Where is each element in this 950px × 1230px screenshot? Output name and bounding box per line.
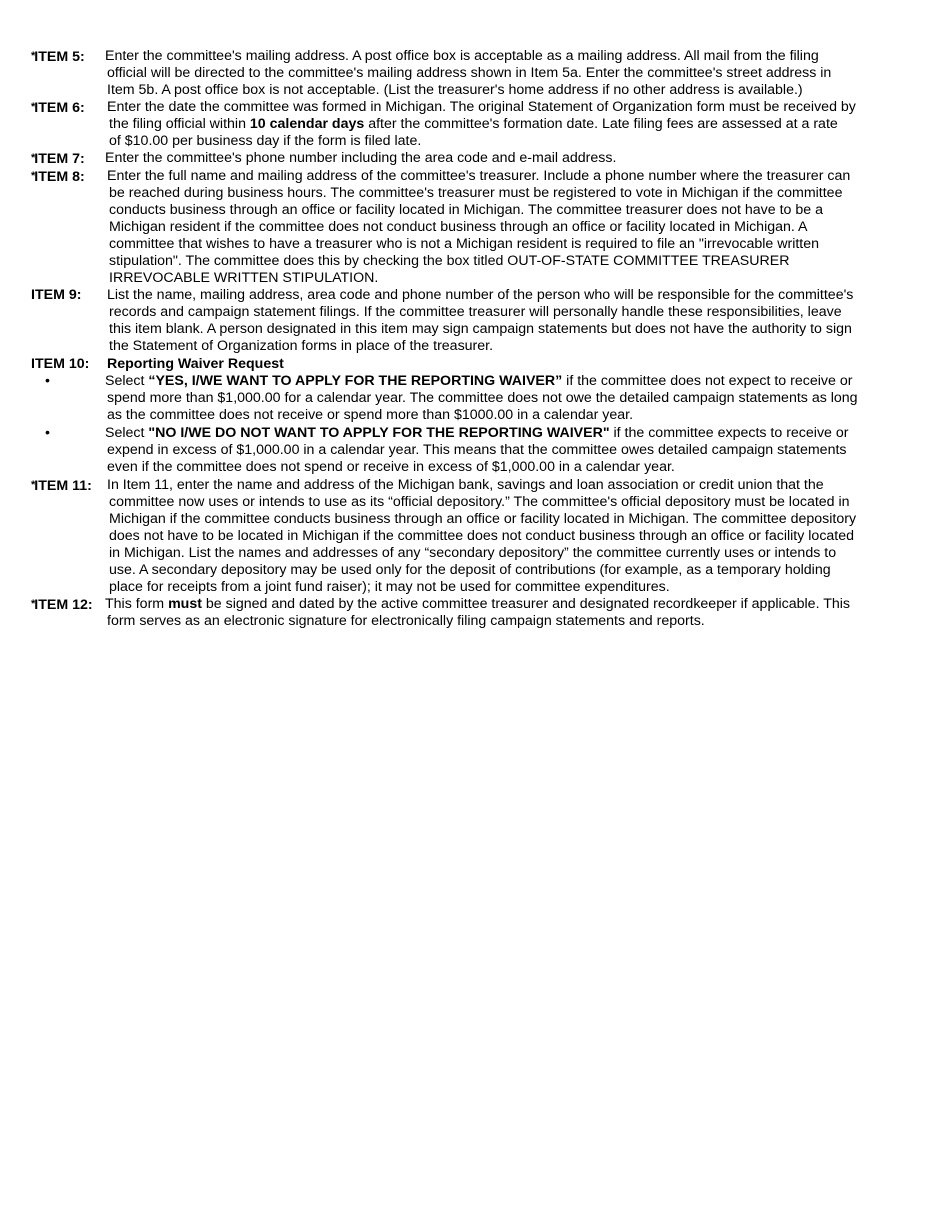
item-5-text: Enter the committee's mailing address. A post office box is acceptable as a mailing address. All mail from the filing official will be directed to the committee's mailing address shown in Item 5a. Enter the committee's street address in Item 5b. A post office box is not acceptable. (List the treasurer's home address if no other address is available.) [105, 48, 832, 98]
item-8-text: Enter the full name and mailing address of the committee's treasurer. Include a phone number where the treasurer can be reached during business hours. The committee's treasurer must be registered to vote in Michigan if the committee conducts business through an office or facility located in Michigan. The committee treasurer does not have to be a Michigan resident if the committee does not conduct business through an office or facility located in Michigan. A committee that wishes to have a treasurer who is not a Michigan resident is required to file an "irrevocable written stipulation". The committee does this by checking the box titled OUT-OF-STATE COMMITTEE TREASURER IRREVOCABLE WRITTEN STIPULATION. [107, 168, 851, 286]
waiver-option-no-text: Select "NO I/WE DO NOT WANT TO APPLY FOR THE REPORTING WAIVER" if the committee expects to receive or expend in excess of $1,000.00 in a calendar year. This means that the committee owes detailed campaign statements even if the committee does not spend or receive in excess of $1,000.00 in a calendar year. [105, 425, 849, 475]
bullet-icon: • [45, 425, 50, 441]
item-7-text: Enter the committee's phone number including the area code and e-mail address. [105, 150, 617, 166]
item-9-text: List the name, mailing address, area code and phone number of the person who will be responsible for the committee's records and campaign statement filings. If the committee treasurer will personally handle these responsibilities, leave this item blank. A person designated in this item may sign campaign statements but does not have the authority to sign the Statement of Organization forms in place of the treasurer. [107, 287, 854, 354]
item-6 [31, 99, 926, 150]
item-12-label: *ITEM 12: [31, 597, 93, 613]
item-11 [31, 477, 926, 596]
item-11-text: In Item 11, enter the name and address of the Michigan bank, savings and loan association or credit union that the committee now uses or intends to use as its “official depository.” The committee's official depository must be located in Michigan if the committee conducts business through an office or facility located in Michigan. The committee depository does not have to be located in Michigan if the committee does not conduct business through an office or facility located in Michigan. List the names and addresses of any “secondary depository” the committee currently uses or intends to use. A secondary depository may be used only for the deposit of contributions (for example, as a temporary holding place for receipts from a joint fund raiser); it may not be used for committee expenditures. [107, 477, 857, 595]
required-asterisk: * [31, 101, 36, 113]
item-10 [31, 356, 926, 373]
item-7 [31, 150, 926, 167]
item-6-label: *ITEM 6: [31, 100, 85, 116]
waiver-option-yes [45, 373, 926, 424]
item-7-label: *ITEM 7: [31, 151, 85, 167]
required-asterisk: * [31, 170, 36, 182]
must-emphasis: must [168, 596, 202, 612]
waiver-option-yes-text: Select “YES, I/WE WANT TO APPLY FOR THE REPORTING WAIVER” if the committee does not expect to receive or spend more than $1,000.00 for a calendar year. The committee does not owe the detailed campaign statements as long as the committee does not receive or spend more than $1000.00 in a calendar year. [105, 373, 858, 423]
item-6-text: Enter the date the committee was formed in Michigan. The original Statement of Organization form must be received by the filing official within 10 calendar days after the committee's formation date. Late filing fees are assessed at a rate of $10.00 per business day if the form is filed late. [107, 99, 856, 149]
item-9 [31, 287, 926, 355]
required-asterisk: * [31, 152, 36, 164]
deadline-emphasis: 10 calendar days [249, 116, 365, 132]
required-asterisk: * [31, 479, 36, 491]
bullet-icon: • [45, 373, 50, 389]
required-asterisk: * [31, 598, 36, 610]
item-5 [31, 48, 926, 99]
item-12-text: This form must be signed and dated by the active committee treasurer and designated recordkeeper if applicable. This form serves as an electronic signature for electronically filing campaign statements and reports. [105, 596, 850, 629]
item-5-label: *ITEM 5: [31, 49, 85, 65]
item-8-label: *ITEM 8: [31, 169, 85, 185]
item-8 [31, 168, 926, 287]
item-10-heading: Reporting Waiver Request [107, 356, 284, 372]
item-12 [31, 596, 926, 630]
required-asterisk: * [31, 50, 36, 62]
item-9-label: ITEM 9: [31, 287, 82, 303]
item-11-label: *ITEM 11: [31, 478, 92, 494]
item-10-label: ITEM 10: [31, 356, 90, 372]
waiver-option-no [45, 425, 926, 476]
